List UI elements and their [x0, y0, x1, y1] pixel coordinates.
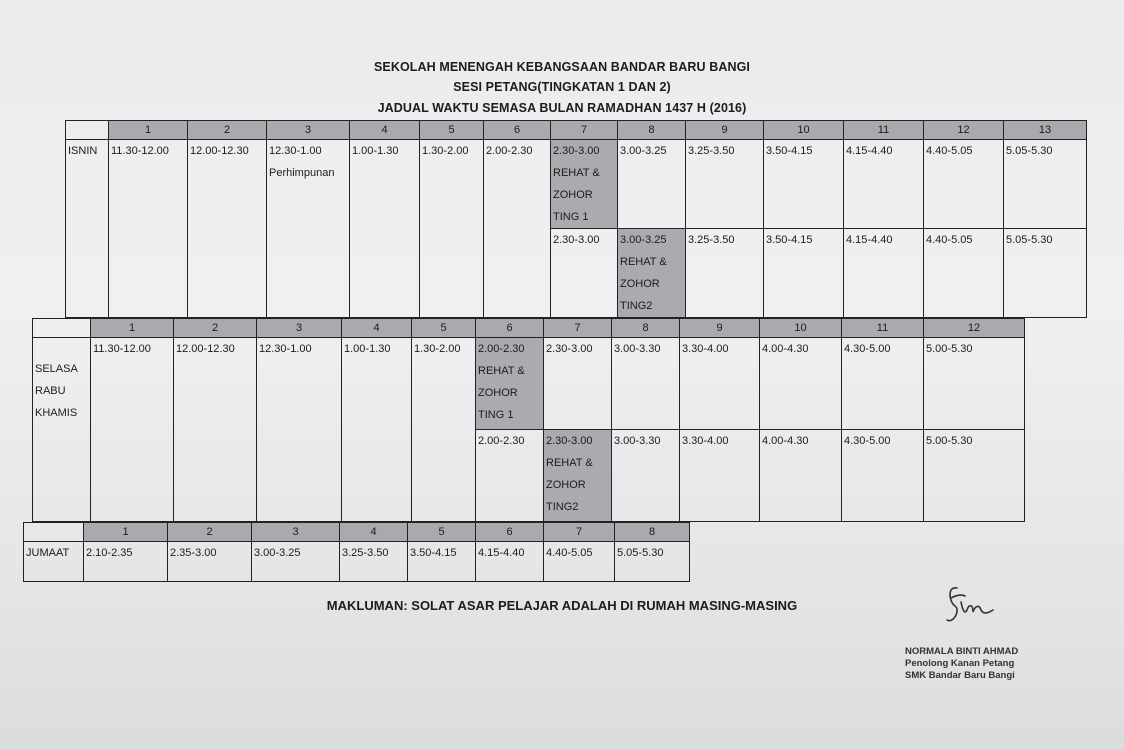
signature-image: [935, 580, 1005, 640]
corner-cell: [24, 523, 84, 542]
time-cell: 4.40-5.05: [544, 542, 615, 582]
time-cell: 3.25-3.50: [686, 229, 764, 318]
time-cell: 2.10-2.35: [84, 542, 168, 582]
time-cell: 1.00-1.30: [350, 140, 420, 318]
time-cell: 4.30-5.00: [842, 338, 924, 430]
time-cell: 4.15-4.40: [844, 229, 924, 318]
period-number: 3: [257, 319, 342, 338]
break-cell-ting1: [476, 338, 544, 430]
period-number: 5: [408, 523, 476, 542]
break-cell-ting1: [551, 140, 618, 229]
corner-cell: [66, 121, 109, 140]
time-cell: 4.00-4.30: [760, 430, 842, 522]
day-label: JUMAAT: [24, 542, 84, 582]
time-cell: 4.15-4.40: [476, 542, 544, 582]
timetable-jumaat: [23, 522, 690, 582]
period-number: 2: [188, 121, 267, 140]
signatory-school: SMK Bandar Baru Bangi: [905, 670, 1015, 681]
break-label: TING 1: [553, 211, 589, 223]
period-number: 7: [544, 319, 612, 338]
time-cell: 12.00-12.30: [174, 338, 257, 522]
time-cell: 3.25-3.50: [686, 140, 764, 229]
signatory-name: NORMALA BINTI AHMAD: [905, 646, 1019, 657]
assembly-label: Perhimpunan: [269, 167, 335, 179]
period-number: 2: [168, 523, 252, 542]
period-number: 1: [91, 319, 174, 338]
period-number: 6: [484, 121, 551, 140]
period-number: 1: [84, 523, 168, 542]
time-cell: 5.05-5.30: [1004, 140, 1087, 229]
time-cell: 3.50-4.15: [764, 229, 844, 318]
break-label: ZOHOR: [478, 387, 518, 399]
period-number: 8: [612, 319, 680, 338]
period-number: 5: [420, 121, 484, 140]
time-cell: 3.50-4.15: [764, 140, 844, 229]
period-number: 3: [267, 121, 350, 140]
school-name: SEKOLAH MENENGAH KEBANGSAAN BANDAR BARU BANGI: [373, 60, 751, 74]
timetable-isnin: [65, 120, 1087, 318]
time-cell: 2.30-3.00: [551, 229, 618, 318]
period-number: 7: [544, 523, 615, 542]
time-cell: 5.00-5.30: [924, 430, 1025, 522]
break-label: TING2: [546, 501, 579, 513]
period-number: 10: [760, 319, 842, 338]
time-text: 3.00-3.25: [620, 234, 667, 246]
notice-text: MAKLUMAN: SOLAT ASAR PELAJAR ADALAH DI RUMAH MASING-MASING: [326, 598, 798, 613]
time-cell: 5.00-5.30: [924, 338, 1025, 430]
time-cell: 3.00-3.30: [612, 338, 680, 430]
time-cell: 12.00-12.30: [188, 140, 267, 318]
corner-cell: [33, 319, 91, 338]
day-rabu: RABU: [35, 385, 66, 397]
timetable-title: JADUAL WAKTU SEMASA BULAN RAMADHAN 1437 H (2016): [377, 101, 747, 115]
break-cell-ting2: [544, 430, 612, 522]
period-number: 12: [924, 121, 1004, 140]
period-number: 9: [680, 319, 760, 338]
time-cell: 3.50-4.15: [408, 542, 476, 582]
time-text: 2.00-2.30: [478, 343, 525, 355]
time-text: 2.30-3.00: [546, 435, 593, 447]
period-number: 1: [109, 121, 188, 140]
time-cell: 2.30-3.00: [544, 338, 612, 430]
time-cell: 4.00-4.30: [760, 338, 842, 430]
break-label: REHAT &: [553, 167, 600, 179]
time-cell: 2.00-2.30: [484, 140, 551, 318]
signatory-details: [905, 646, 1018, 682]
time-cell: 4.40-5.05: [924, 140, 1004, 229]
period-number: 4: [340, 523, 408, 542]
break-label: ZOHOR: [553, 189, 593, 201]
time-cell: 1.00-1.30: [342, 338, 412, 522]
period-number: 11: [844, 121, 924, 140]
period-number: 5: [412, 319, 476, 338]
break-label: REHAT &: [620, 256, 667, 268]
day-khamis: KHAMIS: [35, 407, 78, 419]
time-cell: 11.30-12.00: [109, 140, 188, 318]
time-cell: 4.15-4.40: [844, 140, 924, 229]
period-number: 2: [174, 319, 257, 338]
period-number: 13: [1004, 121, 1087, 140]
break-label: ZOHOR: [546, 479, 586, 491]
day-selasa: SELASA: [35, 363, 78, 375]
time-cell: 5.05-5.30: [1004, 229, 1087, 318]
period-number: 6: [476, 319, 544, 338]
period-number: 12: [924, 319, 1025, 338]
period-number: 9: [686, 121, 764, 140]
day-label: ISNIN: [66, 140, 109, 318]
time-cell: 1.30-2.00: [420, 140, 484, 318]
signatory-position: Penolong Kanan Petang: [905, 658, 1015, 669]
period-number: 4: [342, 319, 412, 338]
break-label: TING 1: [478, 409, 514, 421]
time-cell: 4.30-5.00: [842, 430, 924, 522]
time-cell: 5.05-5.30: [615, 542, 690, 582]
timetable-selasa-rabu-khamis: [32, 318, 1025, 522]
period-number: 3: [252, 523, 340, 542]
time-cell: 1.30-2.00: [412, 338, 476, 522]
time-cell: 3.30-4.00: [680, 338, 760, 430]
period-number: 4: [350, 121, 420, 140]
time-cell: 3.00-3.30: [612, 430, 680, 522]
time-cell-assembly: [267, 140, 350, 318]
time-cell: 3.00-3.25: [252, 542, 340, 582]
session-title: SESI PETANG(TINGKATAN 1 DAN 2): [453, 80, 671, 94]
time-cell: 3.00-3.25: [618, 140, 686, 229]
break-label: REHAT &: [546, 457, 593, 469]
period-number: 11: [842, 319, 924, 338]
period-number: 7: [551, 121, 618, 140]
time-cell: 4.40-5.05: [924, 229, 1004, 318]
time-text: 12.30-1.00: [269, 145, 322, 157]
time-cell: 2.00-2.30: [476, 430, 544, 522]
period-number: 8: [615, 523, 690, 542]
time-cell: 3.25-3.50: [340, 542, 408, 582]
break-label: REHAT &: [478, 365, 525, 377]
period-number: 8: [618, 121, 686, 140]
time-cell: 12.30-1.00: [257, 338, 342, 522]
break-label: ZOHOR: [620, 278, 660, 290]
time-cell: 2.35-3.00: [168, 542, 252, 582]
period-number: 10: [764, 121, 844, 140]
day-label: [33, 338, 91, 522]
break-label: TING2: [620, 300, 653, 312]
time-text: 2.30-3.00: [553, 145, 600, 157]
time-cell: 11.30-12.00: [91, 338, 174, 522]
time-cell: 3.30-4.00: [680, 430, 760, 522]
period-number: 6: [476, 523, 544, 542]
break-cell-ting2: [618, 229, 686, 318]
